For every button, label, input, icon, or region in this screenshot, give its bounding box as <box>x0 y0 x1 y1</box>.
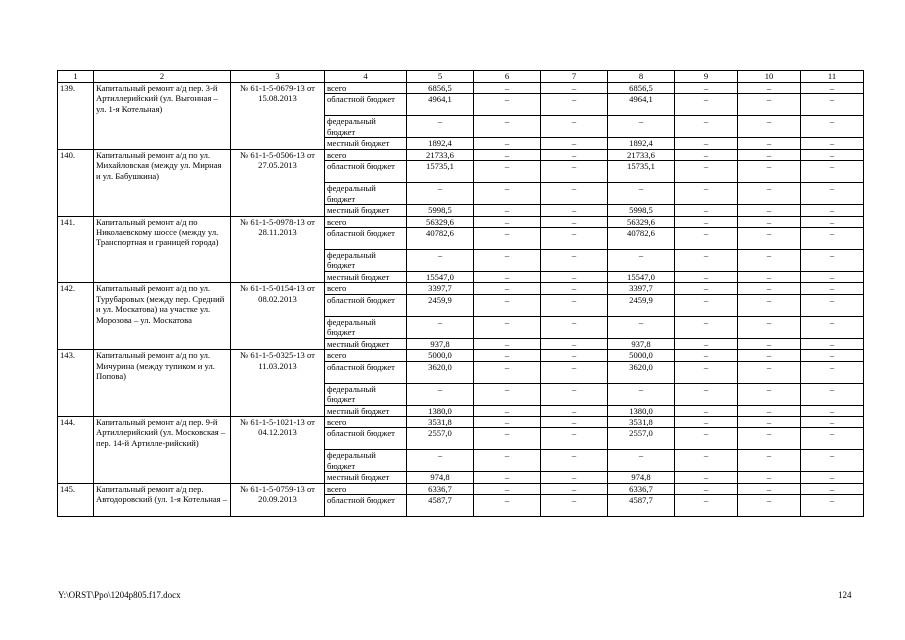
amount-cell: – <box>407 316 474 338</box>
funding-source: местный бюджет <box>325 205 407 216</box>
amount-cell: 2459,9 <box>407 294 474 316</box>
table-row <box>58 149 864 160</box>
amount-cell: – <box>801 495 864 517</box>
column-header: 1 <box>58 71 94 83</box>
amount-cell: – <box>738 338 801 349</box>
amount-cell: – <box>474 94 541 116</box>
amount-cell: 2459,9 <box>608 294 675 316</box>
column-header: 8 <box>608 71 675 83</box>
amount-cell: – <box>675 483 738 494</box>
amount-cell: 2557,0 <box>608 428 675 450</box>
amount-cell: – <box>738 483 801 494</box>
column-header: 4 <box>325 71 407 83</box>
amount-cell: – <box>474 350 541 361</box>
document-number: № 61-1-5-0679-13 от 15.08.2013 <box>231 83 325 150</box>
object-name: Капитальный ремонт а/д пер. Автодоровский (ул. 1-я Котельная – <box>94 483 231 516</box>
amount-cell: 974,8 <box>608 472 675 483</box>
amount-cell: 3531,8 <box>608 417 675 428</box>
object-name: Капитальный ремонт а/д пер. 9-й Артиллерийский (ул. Московская – пер. 14-й Артилле-рийский) <box>94 417 231 484</box>
amount-cell: 2557,0 <box>407 428 474 450</box>
amount-cell: – <box>474 149 541 160</box>
amount-cell: – <box>675 272 738 283</box>
amount-cell: – <box>541 383 608 405</box>
amount-cell: 1380,0 <box>407 405 474 416</box>
amount-cell: – <box>801 228 864 250</box>
amount-cell: – <box>738 205 801 216</box>
amount-cell: – <box>474 338 541 349</box>
amount-cell: 4587,7 <box>407 495 474 517</box>
amount-cell: – <box>474 483 541 494</box>
amount-cell: – <box>407 183 474 205</box>
amount-cell: – <box>675 472 738 483</box>
amount-cell: – <box>541 205 608 216</box>
amount-cell: – <box>675 450 738 472</box>
amount-cell: – <box>608 250 675 272</box>
amount-cell: – <box>675 138 738 149</box>
amount-cell: – <box>474 428 541 450</box>
amount-cell: 15547,0 <box>608 272 675 283</box>
amount-cell: – <box>474 417 541 428</box>
amount-cell: – <box>738 383 801 405</box>
funding-source: местный бюджет <box>325 338 407 349</box>
amount-cell: 15735,1 <box>608 161 675 183</box>
amount-cell: – <box>407 383 474 405</box>
amount-cell: – <box>541 495 608 517</box>
page-number: 124 <box>838 590 852 600</box>
column-header: 10 <box>738 71 801 83</box>
file-path: Y:\ORST\Ppo\1204p805.f17.docx <box>58 590 181 600</box>
funding-source: всего <box>325 417 407 428</box>
amount-cell: – <box>541 428 608 450</box>
amount-cell: – <box>738 294 801 316</box>
amount-cell: – <box>541 83 608 94</box>
funding-source: областной бюджет <box>325 428 407 450</box>
amount-cell: 937,8 <box>407 338 474 349</box>
amount-cell: – <box>541 361 608 383</box>
amount-cell: – <box>801 428 864 450</box>
table-row <box>58 216 864 227</box>
column-header: 11 <box>801 71 864 83</box>
amount-cell: 15547,0 <box>407 272 474 283</box>
object-name: Капитальный ремонт а/д по Николаевскому шоссе (между ул. Транспортная и границей города) <box>94 216 231 283</box>
column-header: 9 <box>675 71 738 83</box>
amount-cell: – <box>675 205 738 216</box>
amount-cell: – <box>474 283 541 294</box>
amount-cell: – <box>801 316 864 338</box>
amount-cell: – <box>738 216 801 227</box>
amount-cell: – <box>541 450 608 472</box>
funding-source: всего <box>325 283 407 294</box>
amount-cell: 6856,5 <box>407 83 474 94</box>
funding-source: федеральный бюджет <box>325 250 407 272</box>
amount-cell: 3620,0 <box>407 361 474 383</box>
amount-cell: – <box>675 250 738 272</box>
amount-cell: 15735,1 <box>407 161 474 183</box>
amount-cell: – <box>675 361 738 383</box>
item-number: 141. <box>58 216 94 283</box>
amount-cell: – <box>738 228 801 250</box>
amount-cell: – <box>675 338 738 349</box>
amount-cell: – <box>541 228 608 250</box>
amount-cell: – <box>801 205 864 216</box>
funding-source: местный бюджет <box>325 405 407 416</box>
amount-cell: – <box>541 483 608 494</box>
amount-cell: – <box>474 138 541 149</box>
amount-cell: – <box>675 428 738 450</box>
amount-cell: – <box>675 495 738 517</box>
amount-cell: – <box>738 161 801 183</box>
item-number: 142. <box>58 283 94 350</box>
amount-cell: – <box>407 450 474 472</box>
amount-cell: – <box>675 228 738 250</box>
amount-cell: – <box>541 405 608 416</box>
funding-source: всего <box>325 483 407 494</box>
amount-cell: – <box>541 94 608 116</box>
amount-cell: 5000,0 <box>608 350 675 361</box>
amount-cell: – <box>675 216 738 227</box>
item-number: 144. <box>58 417 94 484</box>
amount-cell: – <box>541 350 608 361</box>
amount-cell: – <box>738 83 801 94</box>
amount-cell: 6336,7 <box>608 483 675 494</box>
amount-cell: – <box>474 316 541 338</box>
amount-cell: – <box>474 383 541 405</box>
funding-source: всего <box>325 216 407 227</box>
amount-cell: – <box>801 361 864 383</box>
amount-cell: – <box>675 283 738 294</box>
amount-cell: 56329,6 <box>407 216 474 227</box>
amount-cell: 21733,6 <box>407 149 474 160</box>
amount-cell: – <box>608 316 675 338</box>
amount-cell: – <box>474 495 541 517</box>
funding-source: федеральный бюджет <box>325 183 407 205</box>
amount-cell: – <box>738 116 801 138</box>
amount-cell: – <box>738 138 801 149</box>
amount-cell: – <box>474 294 541 316</box>
amount-cell: – <box>738 283 801 294</box>
document-number: № 61-1-5-0506-13 от 27.05.2013 <box>231 149 325 216</box>
funding-source: областной бюджет <box>325 94 407 116</box>
table-row <box>58 417 864 428</box>
table-body <box>58 83 864 517</box>
amount-cell: – <box>738 94 801 116</box>
amount-cell: – <box>801 472 864 483</box>
amount-cell: – <box>801 272 864 283</box>
amount-cell: 6336,7 <box>407 483 474 494</box>
amount-cell: – <box>738 250 801 272</box>
amount-cell: 3620,0 <box>608 361 675 383</box>
amount-cell: 40782,6 <box>407 228 474 250</box>
funding-source: всего <box>325 149 407 160</box>
amount-cell: – <box>675 316 738 338</box>
amount-cell: 4964,1 <box>608 94 675 116</box>
amount-cell: – <box>801 350 864 361</box>
amount-cell: – <box>801 283 864 294</box>
amount-cell: – <box>407 250 474 272</box>
funding-source: федеральный бюджет <box>325 383 407 405</box>
amount-cell: – <box>541 183 608 205</box>
amount-cell: 3397,7 <box>407 283 474 294</box>
amount-cell: – <box>541 294 608 316</box>
amount-cell: – <box>541 338 608 349</box>
amount-cell: – <box>675 417 738 428</box>
amount-cell: – <box>608 116 675 138</box>
amount-cell: – <box>801 149 864 160</box>
amount-cell: – <box>541 250 608 272</box>
funding-source: местный бюджет <box>325 138 407 149</box>
amount-cell: – <box>801 483 864 494</box>
amount-cell: – <box>675 183 738 205</box>
amount-cell: – <box>407 116 474 138</box>
funding-source: областной бюджет <box>325 228 407 250</box>
amount-cell: – <box>474 205 541 216</box>
amount-cell: 1380,0 <box>608 405 675 416</box>
funding-source: федеральный бюджет <box>325 450 407 472</box>
amount-cell: – <box>474 405 541 416</box>
amount-cell: – <box>801 405 864 416</box>
budget-table <box>57 70 864 517</box>
amount-cell: – <box>738 495 801 517</box>
item-number: 145. <box>58 483 94 516</box>
funding-source: всего <box>325 83 407 94</box>
amount-cell: – <box>541 216 608 227</box>
table-row <box>58 283 864 294</box>
amount-cell: – <box>474 250 541 272</box>
funding-source: областной бюджет <box>325 495 407 517</box>
amount-cell: – <box>801 417 864 428</box>
amount-cell: – <box>738 272 801 283</box>
amount-cell: – <box>801 116 864 138</box>
amount-cell: – <box>738 350 801 361</box>
amount-cell: – <box>541 272 608 283</box>
amount-cell: – <box>738 472 801 483</box>
amount-cell: – <box>675 94 738 116</box>
funding-source: всего <box>325 350 407 361</box>
amount-cell: – <box>801 161 864 183</box>
amount-cell: 40782,6 <box>608 228 675 250</box>
amount-cell: – <box>474 161 541 183</box>
amount-cell: 6856,5 <box>608 83 675 94</box>
amount-cell: – <box>474 183 541 205</box>
funding-source: местный бюджет <box>325 472 407 483</box>
amount-cell: 974,8 <box>407 472 474 483</box>
amount-cell: – <box>474 450 541 472</box>
amount-cell: – <box>801 216 864 227</box>
column-header: 2 <box>94 71 231 83</box>
amount-cell: – <box>675 83 738 94</box>
amount-cell: 937,8 <box>608 338 675 349</box>
item-number: 139. <box>58 83 94 150</box>
funding-source: областной бюджет <box>325 161 407 183</box>
funding-source: местный бюджет <box>325 272 407 283</box>
amount-cell: – <box>541 161 608 183</box>
document-number: № 61-1-5-1021-13 от 04.12.2013 <box>231 417 325 484</box>
amount-cell: 21733,6 <box>608 149 675 160</box>
document-number: № 61-1-5-0759-13 от 20.09.2013 <box>231 483 325 516</box>
amount-cell: – <box>541 417 608 428</box>
amount-cell: – <box>474 361 541 383</box>
amount-cell: – <box>474 272 541 283</box>
amount-cell: – <box>801 383 864 405</box>
column-header: 6 <box>474 71 541 83</box>
amount-cell: – <box>675 294 738 316</box>
item-number: 143. <box>58 350 94 417</box>
table-row <box>58 83 864 94</box>
amount-cell: – <box>801 183 864 205</box>
amount-cell: – <box>738 149 801 160</box>
item-number: 140. <box>58 149 94 216</box>
amount-cell: 1892,4 <box>608 138 675 149</box>
column-header: 7 <box>541 71 608 83</box>
amount-cell: – <box>675 116 738 138</box>
funding-source: областной бюджет <box>325 294 407 316</box>
document-number: № 61-1-5-0978-13 от 28.11.2013 <box>231 216 325 283</box>
header-row <box>58 71 864 83</box>
amount-cell: – <box>801 338 864 349</box>
amount-cell: – <box>738 183 801 205</box>
object-name: Капитальный ремонт а/д по ул. Мичурина (между тупиком и ул. Попова) <box>94 350 231 417</box>
amount-cell: – <box>474 116 541 138</box>
amount-cell: – <box>675 383 738 405</box>
amount-cell: – <box>801 138 864 149</box>
amount-cell: – <box>541 283 608 294</box>
amount-cell: – <box>474 228 541 250</box>
funding-source: федеральный бюджет <box>325 116 407 138</box>
column-header: 3 <box>231 71 325 83</box>
amount-cell: – <box>801 250 864 272</box>
amount-cell: 5000,0 <box>407 350 474 361</box>
amount-cell: – <box>801 450 864 472</box>
amount-cell: – <box>474 216 541 227</box>
amount-cell: – <box>801 294 864 316</box>
amount-cell: – <box>738 417 801 428</box>
amount-cell: 3531,8 <box>407 417 474 428</box>
amount-cell: – <box>738 316 801 338</box>
table-row <box>58 350 864 361</box>
amount-cell: – <box>608 183 675 205</box>
object-name: Капитальный ремонт а/д по ул. Турубаровых (между пер. Средний и ул. Москатова) на участке ул. Морозова – ул. Москатова <box>94 283 231 350</box>
amount-cell: – <box>675 405 738 416</box>
amount-cell: – <box>675 149 738 160</box>
amount-cell: 5998,5 <box>407 205 474 216</box>
object-name: Капитальный ремонт а/д по ул. Михайловская (между ул. Мирная и ул. Бабушкина) <box>94 149 231 216</box>
table-row <box>58 483 864 494</box>
amount-cell: – <box>801 83 864 94</box>
amount-cell: – <box>738 361 801 383</box>
amount-cell: – <box>541 316 608 338</box>
object-name: Капитальный ремонт а/д пер. 3-й Артиллерийский (ул. Выгонная – ул. 1-я Котельная) <box>94 83 231 150</box>
amount-cell: – <box>608 450 675 472</box>
document-number: № 61-1-5-0325-13 от 11.03.2013 <box>231 350 325 417</box>
amount-cell: – <box>801 94 864 116</box>
amount-cell: – <box>474 472 541 483</box>
amount-cell: 4964,1 <box>407 94 474 116</box>
amount-cell: – <box>608 383 675 405</box>
amount-cell: 1892,4 <box>407 138 474 149</box>
amount-cell: – <box>738 450 801 472</box>
funding-source: федеральный бюджет <box>325 316 407 338</box>
amount-cell: 56329,6 <box>608 216 675 227</box>
amount-cell: – <box>541 116 608 138</box>
amount-cell: 3397,7 <box>608 283 675 294</box>
amount-cell: – <box>541 138 608 149</box>
funding-source: областной бюджет <box>325 361 407 383</box>
amount-cell: – <box>474 83 541 94</box>
amount-cell: – <box>738 405 801 416</box>
amount-cell: – <box>541 472 608 483</box>
amount-cell: 5998,5 <box>608 205 675 216</box>
amount-cell: – <box>541 149 608 160</box>
column-header: 5 <box>407 71 474 83</box>
amount-cell: 4587,7 <box>608 495 675 517</box>
amount-cell: – <box>738 428 801 450</box>
document-number: № 61-1-5-0154-13 от 08.02.2013 <box>231 283 325 350</box>
amount-cell: – <box>675 161 738 183</box>
amount-cell: – <box>675 350 738 361</box>
